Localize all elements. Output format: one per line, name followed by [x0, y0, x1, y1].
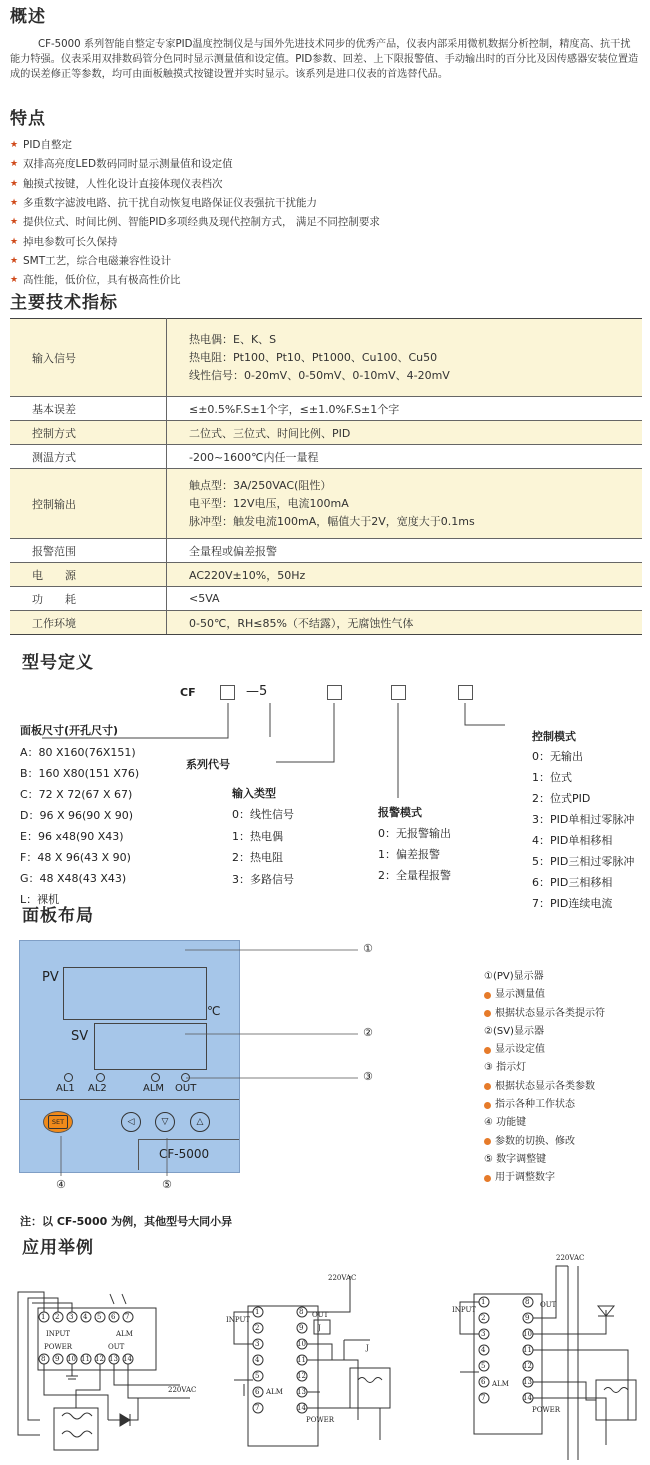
model-heading: 型号定义	[22, 653, 94, 673]
al1-label: AL1	[56, 1083, 75, 1094]
list-item: C：72 X 72(67 X 67)	[20, 788, 133, 801]
list-item: D：96 X 96(90 X 90)	[20, 809, 134, 822]
table-row: 工作环境 0-50℃，RH≤85%（不结露），无腐蚀性气体	[10, 611, 642, 635]
svg-text:1: 1	[255, 1308, 260, 1316]
svg-text:8: 8	[525, 1298, 530, 1306]
list-item: 参数的切换、修改	[484, 1133, 605, 1151]
series-code-label: 系列代号	[186, 758, 230, 771]
list-item: ★ 掉电参数可长久保持	[10, 232, 380, 251]
svg-text:ALM: ALM	[266, 1388, 283, 1396]
features-heading: 特点	[10, 109, 46, 129]
bullet-icon	[484, 992, 491, 999]
svg-text:6: 6	[111, 1313, 116, 1321]
model-cf-label: CF	[180, 686, 196, 699]
list-item: ★ SMT工艺，综合电磁兼容性设计	[10, 252, 380, 271]
callout-5: ⑤	[162, 1178, 172, 1191]
list-item: 1：位式	[532, 771, 572, 784]
alm-label: ALM	[143, 1083, 165, 1094]
features-list	[10, 136, 380, 290]
svg-text:10: 10	[67, 1355, 76, 1363]
model-box-panel	[220, 685, 235, 700]
svg-text:5: 5	[255, 1372, 260, 1380]
specs-table	[10, 318, 642, 635]
out-label: OUT	[175, 1083, 197, 1094]
svg-text:POWER: POWER	[532, 1406, 561, 1414]
svg-text:14: 14	[523, 1394, 532, 1402]
svg-text:3: 3	[481, 1330, 486, 1338]
input-type-list	[232, 804, 294, 890]
star-icon: ★	[10, 178, 19, 189]
svg-text:2: 2	[255, 1324, 260, 1332]
list-item: 显示测量值	[484, 986, 605, 1004]
list-item: 根据状态显示各类提示符	[484, 1005, 605, 1023]
svg-text:13: 13	[109, 1355, 118, 1363]
svg-text:9: 9	[525, 1314, 530, 1322]
callout-2: ②	[363, 1026, 373, 1039]
svg-text:ALM: ALM	[492, 1380, 509, 1388]
star-icon: ★	[10, 198, 19, 209]
control-mode-list	[532, 746, 634, 914]
svg-text:7: 7	[255, 1404, 260, 1412]
table-row: 控制方式 二位式、三位式、时间比例、PID	[10, 421, 642, 445]
applications-heading: 应用举例	[22, 1238, 94, 1258]
panel-heading: 面板布局	[22, 906, 94, 926]
list-item: ⑤ 数字调整键	[484, 1153, 547, 1165]
overview-heading: 概述	[10, 7, 46, 27]
bullet-icon	[484, 1083, 491, 1090]
al2-label: AL2	[88, 1083, 107, 1094]
svg-text:INPUT: INPUT	[226, 1316, 251, 1324]
svg-text:6: 6	[481, 1378, 486, 1386]
table-row: 基本误差 ≤±0.5%F.S±1个字，≤±1.0%F.S±1个字	[10, 397, 642, 421]
svg-text:12: 12	[523, 1362, 532, 1370]
svg-text:3: 3	[69, 1313, 74, 1321]
svg-text:POWER: POWER	[306, 1416, 335, 1424]
panel-note: 注：以 CF-5000 为例，其他型号大同小异	[20, 1215, 233, 1228]
svg-text:13: 13	[523, 1378, 532, 1386]
svg-text:J: J	[318, 1324, 321, 1332]
svg-text:7: 7	[125, 1313, 130, 1321]
list-item: E：96 x48(90 X43)	[20, 830, 124, 843]
svg-text:1: 1	[41, 1313, 46, 1321]
svg-text:J: J	[366, 1344, 369, 1352]
control-mode-title: 控制模式	[532, 730, 576, 743]
svg-text:10: 10	[297, 1340, 306, 1348]
list-item: 2：全量程报警	[378, 869, 451, 882]
svg-text:INPUT: INPUT	[452, 1306, 477, 1314]
svg-text:11: 11	[523, 1346, 532, 1354]
svg-text:14: 14	[297, 1404, 306, 1412]
list-item: ③ 指示灯	[484, 1062, 527, 1074]
svg-text:11: 11	[297, 1356, 306, 1364]
list-item: 5：PID三相过零脉冲	[532, 855, 635, 868]
shift-key-icon[interactable]: ◁	[121, 1112, 141, 1132]
list-item: 3：PID单相过零脉冲	[532, 813, 635, 826]
list-item: ★ 触摸式按键，人性化设计直接体现仪表档次	[10, 175, 380, 194]
star-icon: ★	[10, 275, 19, 286]
table-row: 输入信号 热电偶：E、K、S 热电阻：Pt100、Pt10、Pt1000、Cu100、Cu50 线性信号：0-20mV、0-50mV、0-10mV、4-20mV	[10, 319, 642, 397]
list-item: ★ 多重数字滤波电路、抗干扰自动恢复电路保证仪表强抗干扰能力	[10, 194, 380, 213]
star-icon: ★	[10, 217, 19, 228]
svg-text:2: 2	[481, 1314, 486, 1322]
svg-text:OUT: OUT	[312, 1311, 329, 1319]
table-row: 功 耗 <5VA	[10, 587, 642, 611]
list-item: ①(PV)显示器	[484, 971, 544, 982]
svg-text:11: 11	[81, 1355, 90, 1363]
svg-text:8: 8	[41, 1355, 46, 1363]
list-item: 0：线性信号	[232, 808, 294, 821]
list-item: G：48 X48(43 X43)	[20, 872, 127, 885]
list-item: 0：无输出	[532, 750, 583, 763]
list-item: ★ 提供位式、时间比例、智能PID多项经典及现代控制方式， 满足不同控制要求	[10, 213, 380, 232]
model-series-number: —5	[246, 684, 268, 699]
list-item: ②(SV)显示器	[484, 1025, 544, 1037]
table-row: 电 源 AC220V±10%，50Hz	[10, 563, 642, 587]
list-item: 7：PID连续电流	[532, 897, 613, 910]
table-row: 测温方式 -200~1600℃内任一量程	[10, 445, 642, 469]
list-item: ★ 双排高亮度LED数码同时显示测量值和设定值	[10, 155, 380, 174]
star-icon: ★	[10, 236, 19, 247]
alarm-mode-title: 报警模式	[378, 806, 422, 819]
bullet-icon	[484, 1047, 491, 1054]
bullet-icon	[484, 1175, 491, 1182]
up-key-icon[interactable]: △	[190, 1112, 210, 1132]
svg-text:3: 3	[255, 1340, 260, 1348]
svg-text:INPUT: INPUT	[46, 1330, 71, 1338]
wiring-diagram-3	[446, 1250, 646, 1465]
list-item: 用于调整数字	[484, 1169, 605, 1187]
star-icon: ★	[10, 255, 19, 266]
list-item: 2：热电阻	[232, 851, 283, 864]
svg-text:9: 9	[299, 1324, 304, 1332]
panel-legend	[484, 968, 605, 1188]
list-item: 根据状态显示各类参数	[484, 1078, 605, 1096]
model-box-alarm	[391, 685, 406, 700]
alarm-mode-list	[378, 823, 451, 886]
panel-size-list	[20, 742, 139, 910]
sv-label: SV	[71, 1029, 89, 1044]
list-item: ④ 功能键	[484, 1117, 527, 1129]
list-item: 4：PID单相移相	[532, 834, 613, 847]
svg-text:10: 10	[523, 1330, 532, 1338]
list-item: B：160 X80(151 X76)	[20, 767, 140, 780]
list-item: F：48 X 96(43 X 90)	[20, 851, 131, 864]
bullet-icon	[484, 1010, 491, 1017]
list-item: 2：位式PID	[532, 792, 591, 805]
svg-text:9: 9	[55, 1355, 60, 1363]
list-item: 0：无报警输出	[378, 827, 451, 840]
list-item: 3：多路信号	[232, 872, 294, 886]
svg-text:220VAC: 220VAC	[556, 1254, 585, 1262]
svg-text:4: 4	[481, 1346, 486, 1354]
svg-text:POWER: POWER	[44, 1343, 73, 1351]
list-item: 1：热电偶	[232, 829, 283, 843]
set-button[interactable]: SET	[43, 1111, 73, 1133]
table-row: 报警范围 全量程或偏差报警	[10, 539, 642, 563]
callout-4: ④	[56, 1178, 66, 1191]
star-icon: ★	[10, 140, 19, 151]
callout-3: ③	[363, 1070, 373, 1083]
svg-text:5: 5	[481, 1362, 486, 1370]
svg-text:7: 7	[481, 1394, 486, 1402]
svg-text:220VAC: 220VAC	[328, 1274, 357, 1282]
model-box-control	[458, 685, 473, 700]
svg-text:5: 5	[97, 1313, 102, 1321]
overview-text: CF-5000 系列智能自整定专家PID温度控制仪是与国外先进技术同步的优秀产品，仪表内部采用微机数据分析控制，精度高、抗干扰能力特强。仪表采用双排数码管分色同时显示测量值和设定值。PID参数、回差、上下限报警值、手动输出时的百分比及因传感器安装位置造成的误差修正等参数，均可由面板触摸式按键设置并实时显示。该系列是进口仪表的首选替代品。	[10, 39, 639, 80]
wiring-diagram-1	[10, 1270, 220, 1460]
svg-text:220VAC: 220VAC	[168, 1386, 197, 1394]
bullet-icon	[484, 1138, 491, 1145]
svg-text:OUT: OUT	[108, 1343, 125, 1351]
star-icon: ★	[10, 159, 19, 170]
svg-text:12: 12	[297, 1372, 306, 1380]
bullet-icon	[484, 1102, 491, 1109]
svg-text:1: 1	[481, 1298, 486, 1306]
list-item: 1：偏差报警	[378, 848, 440, 861]
celsius-unit: ℃	[207, 1004, 221, 1018]
svg-text:4: 4	[83, 1313, 88, 1321]
list-item: 显示设定值	[484, 1041, 605, 1059]
wiring-diagram-2	[220, 1270, 435, 1460]
svg-text:2: 2	[55, 1313, 60, 1321]
pv-label: PV	[42, 970, 59, 985]
svg-text:OUT: OUT	[540, 1301, 557, 1309]
model-box-input	[327, 685, 342, 700]
svg-text:13: 13	[297, 1388, 306, 1396]
list-item: 指示各种工作状态	[484, 1096, 605, 1114]
svg-text:6: 6	[255, 1388, 260, 1396]
list-item: ★ PID自整定	[10, 136, 380, 155]
svg-text:4: 4	[255, 1356, 260, 1364]
panel-size-title: 面板尺寸(开孔尺寸)	[20, 724, 119, 737]
list-item: A：80 X160(76X151)	[20, 746, 136, 759]
callout-1: ①	[363, 942, 373, 955]
svg-text:14: 14	[123, 1355, 132, 1363]
list-item: L：裸机	[20, 893, 60, 906]
svg-text:8: 8	[299, 1308, 304, 1316]
table-row: 控制输出 触点型：3A/250VAC(阻性） 电平型：12V电压，电流100mA 脉冲型：触发电流100mA，幅值大于2V，宽度大于0.1ms	[10, 469, 642, 539]
model-label-box: CF-5000	[138, 1139, 239, 1170]
list-item: ★ 高性能，低价位，具有极高性价比	[10, 271, 380, 290]
input-type-title: 输入类型	[232, 787, 276, 800]
svg-text:ALM: ALM	[116, 1330, 133, 1338]
list-item: 6：PID三相移相	[532, 876, 613, 889]
svg-text:12: 12	[95, 1355, 104, 1363]
specs-heading: 主要技术指标	[10, 293, 118, 313]
down-key-icon[interactable]: ▽	[155, 1112, 175, 1132]
